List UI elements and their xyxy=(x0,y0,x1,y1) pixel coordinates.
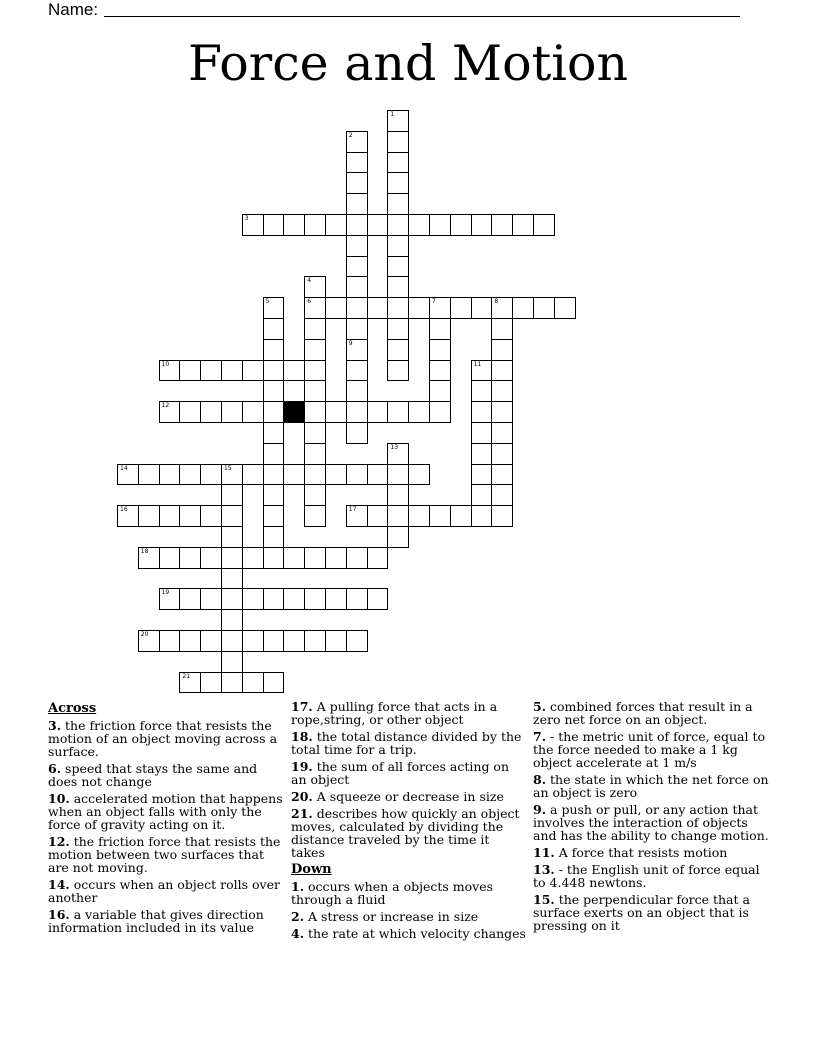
crossword-cell[interactable] xyxy=(408,401,430,423)
crossword-cell[interactable] xyxy=(491,380,513,402)
clue-item-text: accelerated motion that happens when an object falls with only the force of gravity acting on it. xyxy=(48,791,283,832)
crossword-cell[interactable] xyxy=(242,214,264,236)
crossword-cell[interactable] xyxy=(221,609,243,631)
clue-number: 13 xyxy=(390,443,399,451)
clue-item-number: 8. xyxy=(533,772,547,787)
crossword-cell[interactable] xyxy=(263,443,285,465)
crossword-cell[interactable] xyxy=(283,630,305,652)
clue-item-number: 18. xyxy=(291,729,313,744)
crossword-cell[interactable] xyxy=(325,401,347,423)
clue-item-text: a variable that gives direction information included in its value xyxy=(48,907,264,935)
crossword-cell[interactable] xyxy=(242,360,264,382)
black-cell xyxy=(283,401,305,423)
crossword-cell[interactable] xyxy=(304,214,326,236)
crossword-cell[interactable] xyxy=(283,464,305,486)
crossword-cell[interactable] xyxy=(304,443,326,465)
clue-item-text: the friction force that resists the motion of an object moving across a surface. xyxy=(48,718,278,759)
crossword-cell[interactable] xyxy=(263,588,285,610)
clue-item xyxy=(48,792,284,831)
clue-item-number: 7. xyxy=(533,729,547,744)
clue-number: 2 xyxy=(348,131,353,139)
crossword-cell[interactable] xyxy=(117,505,139,527)
crossword-cell[interactable] xyxy=(367,547,389,569)
crossword-cell[interactable] xyxy=(429,505,451,527)
clue-number: 11 xyxy=(473,360,482,368)
clue-item xyxy=(533,893,769,932)
crossword-cell[interactable] xyxy=(138,547,160,569)
crossword-cell[interactable] xyxy=(346,422,368,444)
clue-item-text: occurs when a objects moves through a fluid xyxy=(291,879,494,907)
crossword-cell[interactable] xyxy=(159,360,181,382)
crossword-cell[interactable] xyxy=(408,297,430,319)
clue-item xyxy=(291,910,527,923)
crossword-cell[interactable] xyxy=(491,401,513,423)
crossword-cell[interactable] xyxy=(304,297,326,319)
crossword-cell[interactable] xyxy=(346,256,368,278)
clue-number: 21 xyxy=(182,672,191,680)
crossword-cell[interactable] xyxy=(491,339,513,361)
crossword-cell[interactable] xyxy=(408,214,430,236)
clue-item-text: describes how quickly an object moves, calculated by dividing the distance traveled by the time it takes xyxy=(291,806,520,860)
crossword-cell[interactable] xyxy=(325,214,347,236)
crossword-cell[interactable] xyxy=(325,297,347,319)
clue-item-number: 6. xyxy=(48,761,62,776)
crossword-cell[interactable] xyxy=(159,464,181,486)
crossword-cell[interactable] xyxy=(159,588,181,610)
crossword-cell[interactable] xyxy=(512,297,534,319)
crossword-cell[interactable] xyxy=(283,360,305,382)
clue-item-text: the rate at which velocity changes xyxy=(304,926,526,941)
clue-item xyxy=(291,760,527,786)
crossword-cell[interactable] xyxy=(429,214,451,236)
crossword-cell[interactable] xyxy=(325,547,347,569)
clues-column-2 xyxy=(291,700,527,944)
crossword-cell[interactable] xyxy=(346,401,368,423)
crossword-cell[interactable] xyxy=(200,505,222,527)
crossword-cell[interactable] xyxy=(533,214,555,236)
crossword-cell[interactable] xyxy=(387,297,409,319)
crossword-cell[interactable] xyxy=(471,360,493,382)
crossword-cell[interactable] xyxy=(429,380,451,402)
clue-item-number: 16. xyxy=(48,907,70,922)
crossword-cell[interactable] xyxy=(221,588,243,610)
clue-number: 1 xyxy=(390,111,395,118)
clue-item xyxy=(291,807,527,859)
clue-item-text: A stress or increase in size xyxy=(304,909,479,924)
crossword-cell[interactable] xyxy=(242,588,264,610)
crossword-cell[interactable] xyxy=(450,297,472,319)
name-label: Name: xyxy=(48,0,99,19)
clue-item-number: 21. xyxy=(291,806,313,821)
crossword-cell[interactable] xyxy=(304,464,326,486)
crossword-cell[interactable] xyxy=(304,401,326,423)
clue-item xyxy=(533,863,769,889)
crossword-cell[interactable] xyxy=(242,401,264,423)
crossword-cell[interactable] xyxy=(367,214,389,236)
crossword-cell[interactable] xyxy=(554,297,576,319)
clue-number: 16 xyxy=(120,506,128,514)
crossword-cell[interactable] xyxy=(491,318,513,340)
crossword-cell[interactable] xyxy=(367,297,389,319)
page-title: Force and Motion xyxy=(187,35,629,92)
clue-item-text: combined forces that result in a zero net force on an object. xyxy=(533,699,753,727)
crossword-cell[interactable] xyxy=(367,464,389,486)
crossword-cell[interactable] xyxy=(304,484,326,506)
clue-item-text: A squeeze or decrease in size xyxy=(312,789,504,804)
crossword-cell[interactable] xyxy=(263,505,285,527)
clue-item-number: 12. xyxy=(48,834,70,849)
clue-item-number: 14. xyxy=(48,877,70,892)
clue-number: 9 xyxy=(348,339,353,347)
crossword-cell[interactable] xyxy=(346,505,368,527)
crossword-cell[interactable] xyxy=(471,484,493,506)
clue-number: 8 xyxy=(494,298,499,306)
crossword-cell[interactable] xyxy=(138,630,160,652)
clue-item-number: 4. xyxy=(291,926,305,941)
clue-item-number: 19. xyxy=(291,759,313,774)
crossword-cell[interactable] xyxy=(429,318,451,340)
clue-number: 20 xyxy=(140,631,149,638)
crossword-cell[interactable] xyxy=(283,214,305,236)
crossword-cell[interactable] xyxy=(346,318,368,340)
clue-item xyxy=(291,790,527,803)
crossword-cell[interactable] xyxy=(471,505,493,527)
crossword-cell[interactable] xyxy=(200,464,222,486)
crossword-cell[interactable] xyxy=(304,547,326,569)
crossword-cell[interactable] xyxy=(346,380,368,402)
crossword-cell[interactable] xyxy=(429,339,451,361)
clue-number: 14 xyxy=(120,464,128,472)
crossword-cell[interactable] xyxy=(242,547,264,569)
crossword-cell[interactable] xyxy=(429,297,451,319)
clue-number: 5 xyxy=(265,298,270,306)
clue-item-text: the state in which the net force on an object is zero xyxy=(533,772,769,800)
clue-item-number: 9. xyxy=(533,802,547,817)
crossword-cell[interactable] xyxy=(263,484,285,506)
crossword-cell[interactable] xyxy=(221,464,243,486)
crossword-cell[interactable] xyxy=(387,526,409,548)
clue-item-number: 17. xyxy=(291,699,313,714)
crossword-cell[interactable] xyxy=(387,318,409,340)
crossword-cell[interactable] xyxy=(221,568,243,590)
crossword-cell[interactable] xyxy=(367,505,389,527)
crossword-cell[interactable] xyxy=(179,547,201,569)
crossword-cell[interactable] xyxy=(200,360,222,382)
clue-item-text: the friction force that resists the motion between two surfaces that are not moving. xyxy=(48,834,281,875)
crossword-cell[interactable] xyxy=(200,672,222,694)
crossword-cell[interactable] xyxy=(221,360,243,382)
clue-item-number: 1. xyxy=(291,879,305,894)
clue-number: 17 xyxy=(348,506,357,514)
clue-item xyxy=(48,719,284,758)
crossword-cell[interactable] xyxy=(471,297,493,319)
crossword-cell[interactable] xyxy=(387,235,409,257)
clue-item-number: 10. xyxy=(48,791,70,806)
clue-number: 15 xyxy=(224,464,232,472)
crossword-cell[interactable] xyxy=(346,172,368,194)
clue-item-text: a push or pull, or any action that involves the interaction of objects and has the ability to change motion. xyxy=(533,802,769,843)
crossword-cell[interactable] xyxy=(304,422,326,444)
crossword-cell[interactable] xyxy=(179,588,201,610)
crossword-cell[interactable] xyxy=(221,672,243,694)
crossword-cell[interactable] xyxy=(304,360,326,382)
crossword-cell[interactable] xyxy=(450,214,472,236)
clue-number: 4 xyxy=(307,277,312,285)
clue-number: 10 xyxy=(161,360,170,368)
clue-item-text: - the English unit of force equal to 4.448 newtons. xyxy=(533,862,760,890)
crossword-cell[interactable] xyxy=(304,505,326,527)
crossword-cell[interactable] xyxy=(263,672,285,694)
crossword-cell[interactable] xyxy=(221,526,243,548)
clue-number: 12 xyxy=(161,402,170,410)
crossword-cell[interactable] xyxy=(117,464,139,486)
crossword-cell[interactable] xyxy=(346,464,368,486)
crossword-cell[interactable] xyxy=(387,193,409,215)
clue-heading: Down xyxy=(291,862,332,877)
crossword-cell[interactable] xyxy=(346,235,368,257)
crossword-cell[interactable] xyxy=(367,588,389,610)
crossword-cell[interactable] xyxy=(283,588,305,610)
crossword-cell[interactable] xyxy=(263,526,285,548)
clue-number: 6 xyxy=(307,298,312,306)
crossword-cell[interactable] xyxy=(387,131,409,153)
clues-column-1 xyxy=(48,700,284,938)
clue-item-number: 15. xyxy=(533,892,555,907)
clue-heading: Across xyxy=(48,701,97,716)
crossword-cell[interactable] xyxy=(325,630,347,652)
crossword-cell[interactable] xyxy=(179,464,201,486)
crossword-cell[interactable] xyxy=(179,401,201,423)
crossword-cell[interactable] xyxy=(263,214,285,236)
crossword-cell[interactable] xyxy=(159,401,181,423)
clue-number: 7 xyxy=(432,298,436,306)
crossword-cell[interactable] xyxy=(408,464,430,486)
clue-item-text: A force that resists motion xyxy=(554,845,728,860)
clue-item xyxy=(533,730,769,769)
clue-item-number: 13. xyxy=(533,862,555,877)
crossword-cell[interactable] xyxy=(367,401,389,423)
crossword-cell[interactable] xyxy=(159,630,181,652)
crossword-cell[interactable] xyxy=(471,214,493,236)
crossword-cell[interactable] xyxy=(242,464,264,486)
clue-number: 18 xyxy=(140,547,149,555)
crossword-cell[interactable] xyxy=(179,505,201,527)
crossword-cell[interactable] xyxy=(200,630,222,652)
crossword-cell[interactable] xyxy=(325,464,347,486)
crossword-cell[interactable] xyxy=(304,380,326,402)
crossword-cell[interactable] xyxy=(429,360,451,382)
crossword-cell[interactable] xyxy=(242,630,264,652)
crossword-cell[interactable] xyxy=(387,256,409,278)
crossword-cell[interactable] xyxy=(263,401,285,423)
clue-item-number: 11. xyxy=(533,845,555,860)
crossword-cell[interactable] xyxy=(159,547,181,569)
crossword-cell[interactable] xyxy=(387,401,409,423)
crossword-cell[interactable] xyxy=(159,505,181,527)
crossword-cell[interactable] xyxy=(200,401,222,423)
crossword-cell[interactable] xyxy=(471,380,493,402)
clue-item-text: - the metric unit of force, equal to the force needed to make a 1 kg object accelerate at 1 m/s xyxy=(533,729,766,770)
crossword-cell[interactable] xyxy=(387,505,409,527)
crossword-cell[interactable] xyxy=(387,339,409,361)
crossword-cell[interactable] xyxy=(346,214,368,236)
clue-item-number: 3. xyxy=(48,718,62,733)
crossword-cell[interactable] xyxy=(263,318,285,340)
clue-item xyxy=(291,700,527,726)
crossword-cell[interactable] xyxy=(387,152,409,174)
crossword-cell[interactable] xyxy=(512,214,534,236)
crossword-cell[interactable] xyxy=(387,360,409,382)
crossword-cell[interactable] xyxy=(304,339,326,361)
crossword-cell[interactable] xyxy=(221,401,243,423)
clue-item xyxy=(291,927,527,940)
crossword-cell[interactable] xyxy=(346,360,368,382)
crossword-cell[interactable] xyxy=(450,505,472,527)
crossword-cell[interactable] xyxy=(179,360,201,382)
crossword-cell[interactable] xyxy=(346,339,368,361)
crossword-cell[interactable] xyxy=(387,276,409,298)
crossword-cell[interactable] xyxy=(491,505,513,527)
crossword-cell[interactable] xyxy=(429,401,451,423)
crossword-cell[interactable] xyxy=(179,630,201,652)
crossword-cell[interactable] xyxy=(221,484,243,506)
clue-item xyxy=(533,803,769,842)
crossword-cell[interactable] xyxy=(242,672,264,694)
crossword-cell[interactable] xyxy=(491,422,513,444)
clue-item-text: the sum of all forces acting on an object xyxy=(291,759,509,787)
clue-item-text: A pulling force that acts in a rope,string, or other object xyxy=(291,699,498,727)
crossword-cell[interactable] xyxy=(221,547,243,569)
clue-item-number: 2. xyxy=(291,909,305,924)
crossword-cell[interactable] xyxy=(221,505,243,527)
crossword-cell[interactable] xyxy=(346,152,368,174)
crossword-cell[interactable] xyxy=(221,630,243,652)
clues-column-3 xyxy=(533,700,769,936)
crossword-cell[interactable] xyxy=(179,672,201,694)
crossword-cell[interactable] xyxy=(263,297,285,319)
crossword-cell[interactable] xyxy=(263,380,285,402)
crossword-cell[interactable] xyxy=(387,484,409,506)
crossword-cell[interactable] xyxy=(263,464,285,486)
crossword-cell[interactable] xyxy=(200,588,222,610)
clue-item-text: speed that stays the same and does not change xyxy=(48,761,258,789)
crossword-cell[interactable] xyxy=(491,360,513,382)
clue-item xyxy=(533,846,769,859)
crossword-cell[interactable] xyxy=(346,193,368,215)
clue-item xyxy=(48,878,284,904)
crossword-cell[interactable] xyxy=(491,297,513,319)
crossword-cell[interactable] xyxy=(491,443,513,465)
clue-item xyxy=(48,762,284,788)
clue-item-number: 20. xyxy=(291,789,313,804)
crossword-cell[interactable] xyxy=(491,484,513,506)
clue-item xyxy=(533,700,769,726)
crossword-cell[interactable] xyxy=(471,422,493,444)
crossword-cell[interactable] xyxy=(263,547,285,569)
clue-number: 19 xyxy=(161,589,170,597)
clue-number: 3 xyxy=(244,215,249,222)
crossword-cell[interactable] xyxy=(346,297,368,319)
crossword-cell[interactable] xyxy=(491,214,513,236)
crossword-cell[interactable] xyxy=(471,464,493,486)
crossword-cell[interactable] xyxy=(263,422,285,444)
crossword-cell[interactable] xyxy=(346,630,368,652)
clue-item xyxy=(291,730,527,756)
crossword-cell[interactable] xyxy=(138,505,160,527)
clue-item-text: occurs when an object rolls over another xyxy=(48,877,280,905)
crossword-cell[interactable] xyxy=(346,276,368,298)
crossword-cell[interactable] xyxy=(304,588,326,610)
crossword-cell[interactable] xyxy=(138,464,160,486)
clue-item xyxy=(291,880,527,906)
crossword-cell[interactable] xyxy=(263,630,285,652)
clue-item-text: the total distance divided by the total time for a trip. xyxy=(291,729,522,757)
crossword-cell[interactable] xyxy=(387,443,409,465)
crossword-cell[interactable] xyxy=(387,214,409,236)
crossword-cell[interactable] xyxy=(471,443,493,465)
crossword-cell[interactable] xyxy=(491,464,513,486)
crossword-cell[interactable] xyxy=(471,401,493,423)
clue-item xyxy=(48,835,284,874)
clue-item xyxy=(48,908,284,934)
crossword-cell[interactable] xyxy=(304,630,326,652)
crossword-cell[interactable] xyxy=(387,464,409,486)
crossword-cell[interactable] xyxy=(533,297,555,319)
crossword-cell[interactable] xyxy=(325,588,347,610)
crossword-cell[interactable] xyxy=(387,110,409,132)
crossword-cell[interactable] xyxy=(200,547,222,569)
crossword-cell[interactable] xyxy=(387,172,409,194)
crossword-cell[interactable] xyxy=(346,547,368,569)
crossword-cell[interactable] xyxy=(304,276,326,298)
crossword-cell[interactable] xyxy=(346,588,368,610)
crossword-cell[interactable] xyxy=(263,339,285,361)
crossword-cell[interactable] xyxy=(408,505,430,527)
crossword-cell[interactable] xyxy=(304,318,326,340)
crossword-cell[interactable] xyxy=(221,651,243,673)
clue-item-number: 5. xyxy=(533,699,547,714)
crossword-cell[interactable] xyxy=(346,131,368,153)
clue-item-text: the perpendicular force that a surface exerts on an object that is pressing on it xyxy=(533,892,750,933)
clue-item xyxy=(533,773,769,799)
crossword-cell[interactable] xyxy=(283,547,305,569)
crossword-cell[interactable] xyxy=(263,360,285,382)
